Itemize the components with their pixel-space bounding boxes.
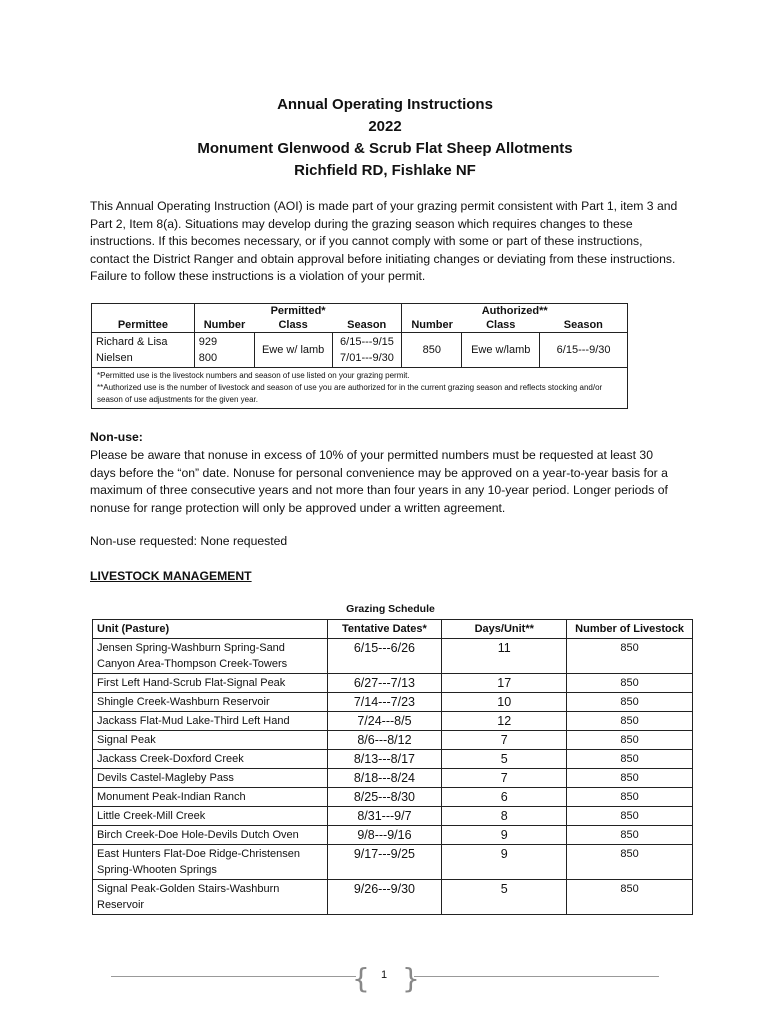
- livestock-cell: 850: [567, 639, 693, 674]
- unit-cell: Devils Castel-Magleby Pass: [93, 769, 328, 788]
- days-cell: 5: [442, 880, 567, 915]
- livestock-cell: 850: [567, 731, 693, 750]
- days-cell: 5: [442, 750, 567, 769]
- unit-cell: Little Creek-Mill Creek: [93, 807, 328, 826]
- days-cell: 17: [442, 674, 567, 693]
- permitted-season-2: 7/01---9/30: [340, 352, 394, 364]
- dates-cell: 9/8---9/16: [327, 826, 442, 845]
- livestock-cell: 850: [567, 807, 693, 826]
- title-line-2: 2022: [368, 118, 402, 135]
- unit-cell: Birch Creek-Doe Hole-Devils Dutch Oven: [93, 826, 328, 845]
- table-row: [93, 693, 693, 712]
- grazing-schedule-table: [92, 619, 693, 915]
- days-cell: 7: [442, 769, 567, 788]
- auth-season-header: Season: [563, 319, 603, 331]
- livestock-cell: 850: [567, 826, 693, 845]
- days-cell: 12: [442, 712, 567, 731]
- unit-cell: Signal Peak: [93, 731, 328, 750]
- title-line-1: Annual Operating Instructions: [277, 96, 493, 113]
- permitted-season-1: 6/15---9/15: [340, 336, 394, 348]
- table-row: [93, 674, 693, 693]
- nonuse-heading: Non-use:: [90, 430, 143, 444]
- permitted-use-note: *Permitted use is the livestock numbers and season of use listed on your grazing permit.: [97, 371, 410, 380]
- table-row: [93, 639, 693, 674]
- authorized-number-cell: 850: [402, 333, 462, 368]
- dates-cell: 6/15---6/26: [327, 639, 442, 674]
- livestock-cell: 850: [567, 712, 693, 731]
- dates-cell: 8/25---8/30: [327, 788, 442, 807]
- livestock-management-heading: LIVESTOCK MANAGEMENT: [90, 569, 252, 583]
- table-row: [93, 845, 693, 880]
- days-cell: 11: [442, 639, 567, 674]
- dates-cell: 7/14---7/23: [327, 693, 442, 712]
- permitted-season-cell: [332, 333, 402, 368]
- dates-cell: 7/24---8/5: [327, 712, 442, 731]
- livestock-cell: 850: [567, 693, 693, 712]
- dates-cell: 9/17---9/25: [327, 845, 442, 880]
- dates-cell: 9/26---9/30: [327, 880, 442, 915]
- document-title: [0, 94, 770, 182]
- permitted-number-2: 800: [198, 352, 218, 364]
- footer-rule-left: [111, 976, 356, 977]
- table-row: [93, 750, 693, 769]
- auth-class-header: Class: [486, 319, 516, 331]
- footer-brace-left: {: [352, 962, 370, 995]
- unit-cell: Jensen Spring-Washburn Spring-Sand Canyon Area-Thompson Creek-Towers: [93, 639, 328, 674]
- season-header: Season: [347, 319, 387, 331]
- livestock-cell: 850: [567, 880, 693, 915]
- nonuse-paragraph: Please be aware that nonuse in excess of 10% of your permitted numbers must be requested at least 30 days before the “on” date. Nonuse for personal convenience may be approved on a year-to-year basis for a maximum of three consecutive years and not more than four years in any 10-year period. Longer periods of nonuse for range protection will only be approved under a written agreement.: [90, 448, 668, 515]
- days-cell: 10: [442, 693, 567, 712]
- days-cell: 9: [442, 845, 567, 880]
- unit-cell: East Hunters Flat-Doe Ridge-Christensen Spring-Whooten Springs: [93, 845, 328, 880]
- title-line-4: Richfield RD, Fishlake NF: [294, 162, 476, 179]
- authorized-season-cell: 6/15---9/30: [540, 333, 628, 368]
- unit-header: Unit (Pasture): [97, 623, 170, 635]
- permittee-cell: [92, 333, 195, 368]
- permitted-number-1: 929: [198, 336, 218, 348]
- unit-cell: Monument Peak-Indian Ranch: [93, 788, 328, 807]
- authorized-use-note: **Authorized use is the number of livestock and season of use you are authorized for in the current grazing season and reflects stocking and/or season of use adjustments for the given year.: [97, 383, 603, 404]
- livestock-cell: 850: [567, 750, 693, 769]
- permittee-name-line-1: Richard & Lisa: [96, 336, 168, 348]
- permit-notes: [92, 368, 628, 409]
- dates-cell: 8/6---8/12: [327, 731, 442, 750]
- unit-cell: Shingle Creek-Washburn Reservoir: [93, 693, 328, 712]
- authorized-group-header: Authorized**: [402, 304, 628, 319]
- authorized-class-cell: Ewe w/lamb: [462, 333, 540, 368]
- dates-header: Tentative Dates*: [327, 620, 442, 639]
- permittee-name-line-2: Nielsen: [96, 352, 133, 364]
- permitted-group-header: Permitted*: [194, 304, 402, 319]
- footer-brace-right: }: [402, 962, 420, 995]
- unit-cell: Jackass Flat-Mud Lake-Third Left Hand: [93, 712, 328, 731]
- intro-paragraph: This Annual Operating Instruction (AOI) is made part of your grazing permit consistent with Part 1, item 3 and Part 2, Item 8(a). Situations may develop during the grazing season which requires changes to these instructions. If this becomes necessary, or if you cannot comply with some or part of these instructions, contact the District Ranger and obtain approval before initiating changes or deviating from these instructions. Failure to follow these instructions is a violation of your permit.: [90, 199, 678, 284]
- days-cell: 8: [442, 807, 567, 826]
- table-row: [93, 788, 693, 807]
- footer-rule-right: [414, 976, 659, 977]
- days-header: Days/Unit**: [442, 620, 567, 639]
- livestock-cell: 850: [567, 845, 693, 880]
- permitted-class-cell: Ewe w/ lamb: [254, 333, 332, 368]
- table-row: [93, 712, 693, 731]
- number-header: Number: [194, 318, 254, 333]
- dates-cell: 8/13---8/17: [327, 750, 442, 769]
- dates-cell: 8/18---8/24: [327, 769, 442, 788]
- permitted-number-cell: [194, 333, 254, 368]
- nonuse-requested: Non-use requested: None requested: [90, 534, 288, 548]
- days-cell: 7: [442, 731, 567, 750]
- permittee-header: Permittee: [117, 319, 168, 331]
- table-row: [93, 826, 693, 845]
- livestock-header: Number of Livestock: [567, 620, 693, 639]
- livestock-cell: 850: [567, 788, 693, 807]
- permit-table: [91, 303, 628, 409]
- table-row: [93, 807, 693, 826]
- livestock-cell: 850: [567, 674, 693, 693]
- auth-number-header: Number: [402, 318, 462, 333]
- unit-cell: First Left Hand-Scrub Flat-Signal Peak: [93, 674, 328, 693]
- days-cell: 9: [442, 826, 567, 845]
- unit-cell: Signal Peak-Golden Stairs-Washburn Reservoir: [93, 880, 328, 915]
- table-row: [93, 731, 693, 750]
- days-cell: 6: [442, 788, 567, 807]
- table-row: [93, 769, 693, 788]
- table-row: [93, 880, 693, 915]
- dates-cell: 8/31---9/7: [327, 807, 442, 826]
- livestock-cell: 850: [567, 769, 693, 788]
- unit-cell: Jackass Creek-Doxford Creek: [93, 750, 328, 769]
- class-header: Class: [278, 319, 308, 331]
- grazing-schedule-caption: Grazing Schedule: [346, 603, 435, 615]
- page-number: 1: [380, 969, 388, 981]
- title-line-3: Monument Glenwood & Scrub Flat Sheep Allotments: [197, 140, 573, 157]
- dates-cell: 6/27---7/13: [327, 674, 442, 693]
